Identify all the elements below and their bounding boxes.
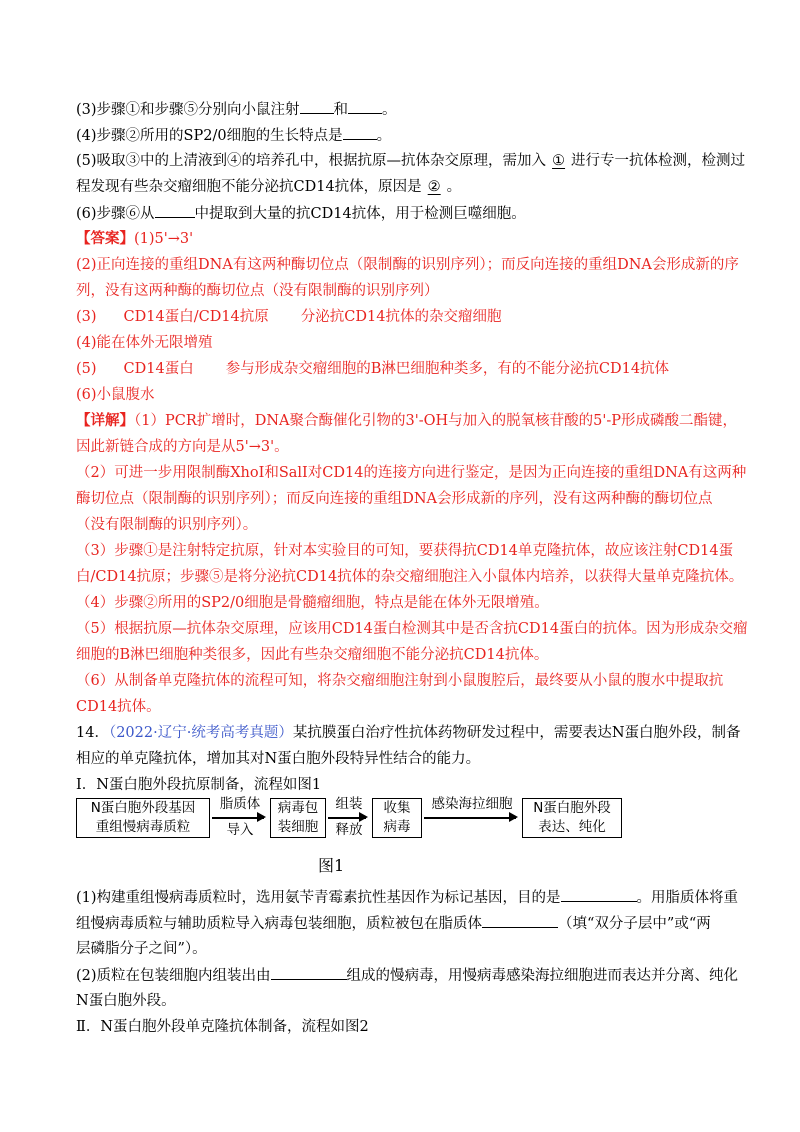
answer-text: (6)小鼠腹水 [76,387,155,403]
question-text: 组成的慢病毒，用慢病毒感染海拉细胞进而表达并分离、纯化 [346,968,739,984]
detail-text: 细胞的B淋巴细胞种类很多，因此有些杂交瘤细胞不能分泌抗CD14抗体。 [76,647,549,663]
flowchart-figure-1 [76,794,716,850]
flow-box-text: N蛋白胞外段 [533,800,611,816]
question-4 [76,122,746,149]
figure-caption: 图1 [318,856,345,875]
detail-text: （1）PCR扩增时，DNA聚合酶催化引物的3'-OH与加入的脱氧核苷酸的5'-P形成磷酸二酯键， [134,413,738,429]
answer-blank [561,884,637,902]
answer-blank [348,96,382,114]
question-text: N蛋白胞外段。 [76,993,176,1009]
answer-text: CD14蛋白 [123,361,194,377]
flow-box-text: 表达、纯化 [538,819,606,835]
detail-line-4 [76,486,746,512]
question-text: 。 [446,179,462,195]
detail-line-6 [76,538,746,564]
answer-blank [343,122,377,140]
detail-line-12 [76,694,746,720]
detail-text: CD14抗体。 [76,699,161,715]
detail-text: （6）从制备单克隆抗体的流程可知，将杂交瘤细胞注射到小鼠腹腔后，最终要从小鼠的腹水中提取抗 [76,673,724,689]
question-14-1-line-3 [76,936,746,962]
detail-line-1 [76,408,746,434]
detail-line-8 [76,590,746,616]
answer-line-6 [76,356,746,382]
question-14-1-line-1 [76,884,746,911]
flow-box-collect-virus [372,798,422,838]
answer-blank [155,200,195,218]
detail-line-2 [76,434,746,460]
arrow-label: 导入 [226,822,254,838]
question-text: 进行专一抗体检测，检测过 [571,153,746,169]
flow-box-text: 装细胞 [277,819,319,835]
flow-box-text: N蛋白胞外段基因 [90,800,196,816]
arrow-label: 脂质体 [219,796,261,812]
question-14-2-line-2 [76,988,746,1014]
question-text: (4)步骤②所用的SP2/0细胞的生长特点是 [76,128,343,144]
flow-box-text: 病毒 [383,819,411,835]
flow-arrow [328,817,366,819]
flow-arrow [424,817,516,819]
answer-text: 参与形成杂交瘤细胞的B淋巴细胞种类多，有的不能分泌抗CD14抗体 [225,361,670,377]
detail-text: （4）步骤②所用的SP2/0细胞是骨髓瘤细胞，特点是能在体外无限增殖。 [76,595,549,611]
answer-text: 列，没有这两种酶的酶切位点（没有限制酶的识别序列） [76,283,439,299]
question-text: 。用脂质体将重 [636,890,739,906]
arrow-label: 感染海拉细胞 [431,796,513,812]
question-3 [76,96,746,123]
answer-blank [300,96,334,114]
answer-text: (5) [76,361,97,377]
answer-line-7 [76,382,746,408]
section-heading: Ⅱ．N蛋白胞外段单克隆抗体制备，流程如图2 [76,1019,369,1035]
question-text: 组慢病毒质粒与辅助质粒导入病毒包装细胞，质粒被包在脂质体 [76,916,482,932]
answer-tag: 【答案】 [76,230,134,247]
answer-blank [271,962,347,980]
detail-line-11 [76,668,746,694]
answer-line-5 [76,330,746,356]
question-text: (1)构建重组慢病毒质粒时，选用氨苄青霉素抗性基因作为标记基因，目的是 [76,890,561,906]
detail-line-3 [76,460,746,486]
question-text: 和 [333,102,349,118]
detail-text: （5）根据抗原—抗体杂交原理，应该用CD14蛋白检测其中是否含抗CD14蛋白的抗体。因为形成杂交瘤 [76,621,748,637]
question-text: 相应的单克隆抗体，增加其对N蛋白胞外段特异性结合的能力。 [76,751,481,767]
question-text: （填“双分子层中”或“两 [558,916,711,932]
question-text: 层磷脂分子之间”）。 [76,941,207,957]
question-text: 某抗膜蛋白治疗性抗体药物研发过程中，需要表达N蛋白胞外段，制备 [292,725,741,741]
detail-text: 因此新链合成的方向是从5'→3'。 [76,439,289,455]
detail-line-10 [76,642,746,668]
detail-text: 白/CD14抗原；步骤⑤是将分泌抗CD14抗体的杂交瘤细胞注入小鼠体内培养，以获得大量单克隆抗体。 [76,569,744,585]
answer-line-3 [76,278,746,304]
question-14-2-line-1 [76,962,746,989]
detail-text: 酶切位点（限制酶的识别序列）；而反向连接的重组DNA会形成新的序列，没有这两种酶的酶切位点 [76,491,713,507]
answer-line-4 [76,304,746,330]
answer-line-2 [76,252,746,278]
arrow-label: 释放 [335,822,363,838]
arrow-label: 组装 [335,796,363,812]
detail-line-7 [76,564,746,590]
blank-marker: ① [552,153,566,169]
detail-text: （2）可进一步用限制酶XhoI和SalI对CD14的连接方向进行鉴定，是因为正向连接的重组DNA有这两种 [76,465,747,481]
flow-box-text: 病毒包 [277,800,319,816]
answer-text: (4)能在体外无限增殖 [76,335,213,351]
question-14-line-2 [76,746,746,772]
question-14-part-2 [76,1014,746,1040]
question-5-line-1 [76,148,746,174]
detail-tag: 【详解】 [76,412,134,429]
section-heading: Ⅰ．N蛋白胞外段抗原制备，流程如图1 [76,777,322,793]
question-text: 。 [376,128,392,144]
answer-blank [482,910,558,928]
answer-text: (1)5'→3' [134,231,194,247]
answer-text: 分泌抗CD14抗体的杂交瘤细胞 [300,309,502,325]
question-text: (3)步骤①和步骤⑤分别向小鼠注射 [76,102,300,118]
question-number: 14． [76,725,109,741]
answer-line-1 [76,226,746,252]
blank-marker: ② [427,179,441,195]
detail-line-9 [76,616,746,642]
flow-box-expression [522,798,622,838]
question-text: 中提取到大量的抗CD14抗体，用于检测巨噬细胞。 [194,206,526,222]
question-14-line-1 [76,720,746,746]
question-text: (5)吸取③中的上清液到④的培养孔中，根据抗原—抗体杂交原理，需加入 [76,153,547,169]
flow-box-text: 重组慢病毒质粒 [95,819,191,835]
answer-text: (2)正向连接的重组DNA有这两种酶切位点（限制酶的识别序列）；而反向连接的重组DNA会形成新的序 [76,257,739,273]
flow-arrow [212,817,264,819]
detail-text: （3）步骤①是注射特定抗原，针对本实验目的可知，要获得抗CD14单克隆抗体，故应该注射CD14蛋 [76,543,734,559]
flow-box-packaging-cell [270,798,326,838]
question-text: 程发现有些杂交瘤细胞不能分泌抗CD14抗体，原因是 [76,179,422,195]
question-14-1-line-2 [76,910,746,937]
question-text: (2)质粒在包装细胞内组装出由 [76,968,271,984]
question-6 [76,200,746,227]
detail-text: （没有限制酶的识别序列）。 [76,517,258,533]
flow-box-text: 收集 [383,800,411,816]
answer-text: (3) [76,309,97,325]
answer-text: CD14蛋白/CD14抗原 [123,309,269,325]
question-source: （2022·辽宁·统考高考真题） [108,725,293,741]
question-text: 。 [382,102,397,118]
question-5-line-2 [76,174,746,200]
question-text: (6)步骤⑥从 [76,206,155,222]
detail-line-5 [76,512,746,538]
flow-box-plasmid [76,798,210,838]
